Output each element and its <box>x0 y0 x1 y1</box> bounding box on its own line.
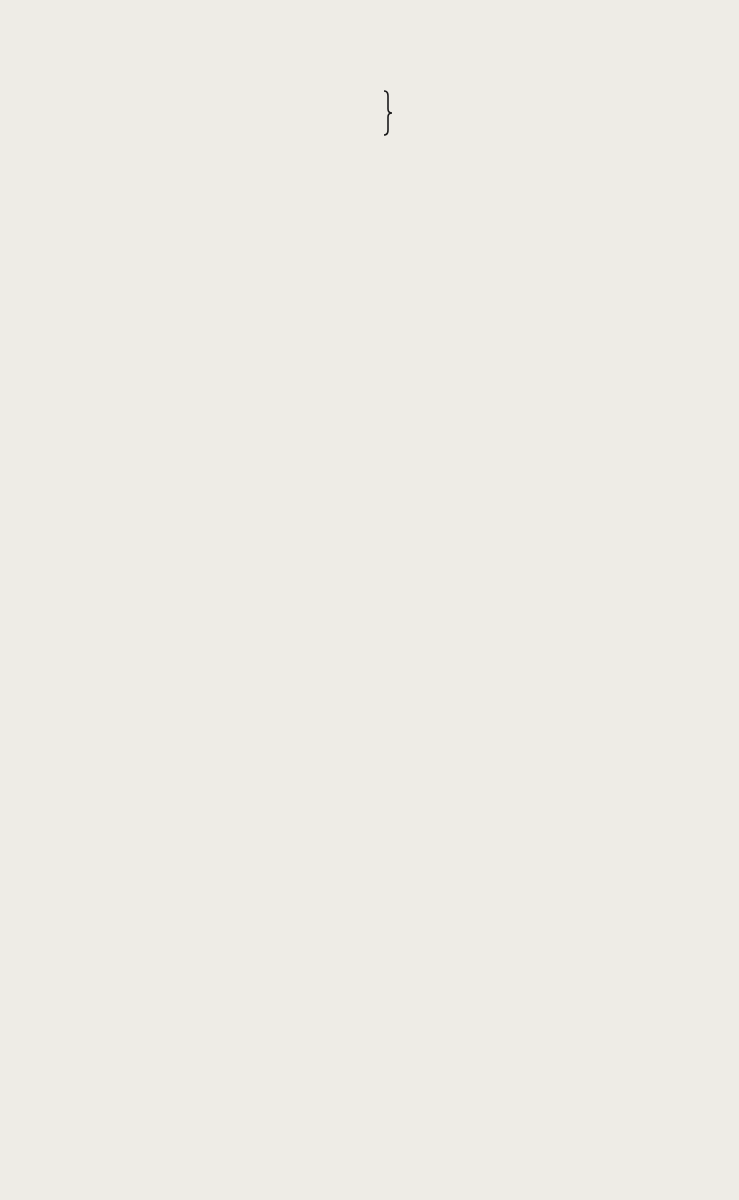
entry-list <box>21 86 709 141</box>
bracketed-entries <box>21 86 709 141</box>
curly-brace-icon <box>383 90 393 136</box>
running-head <box>21 36 709 62</box>
